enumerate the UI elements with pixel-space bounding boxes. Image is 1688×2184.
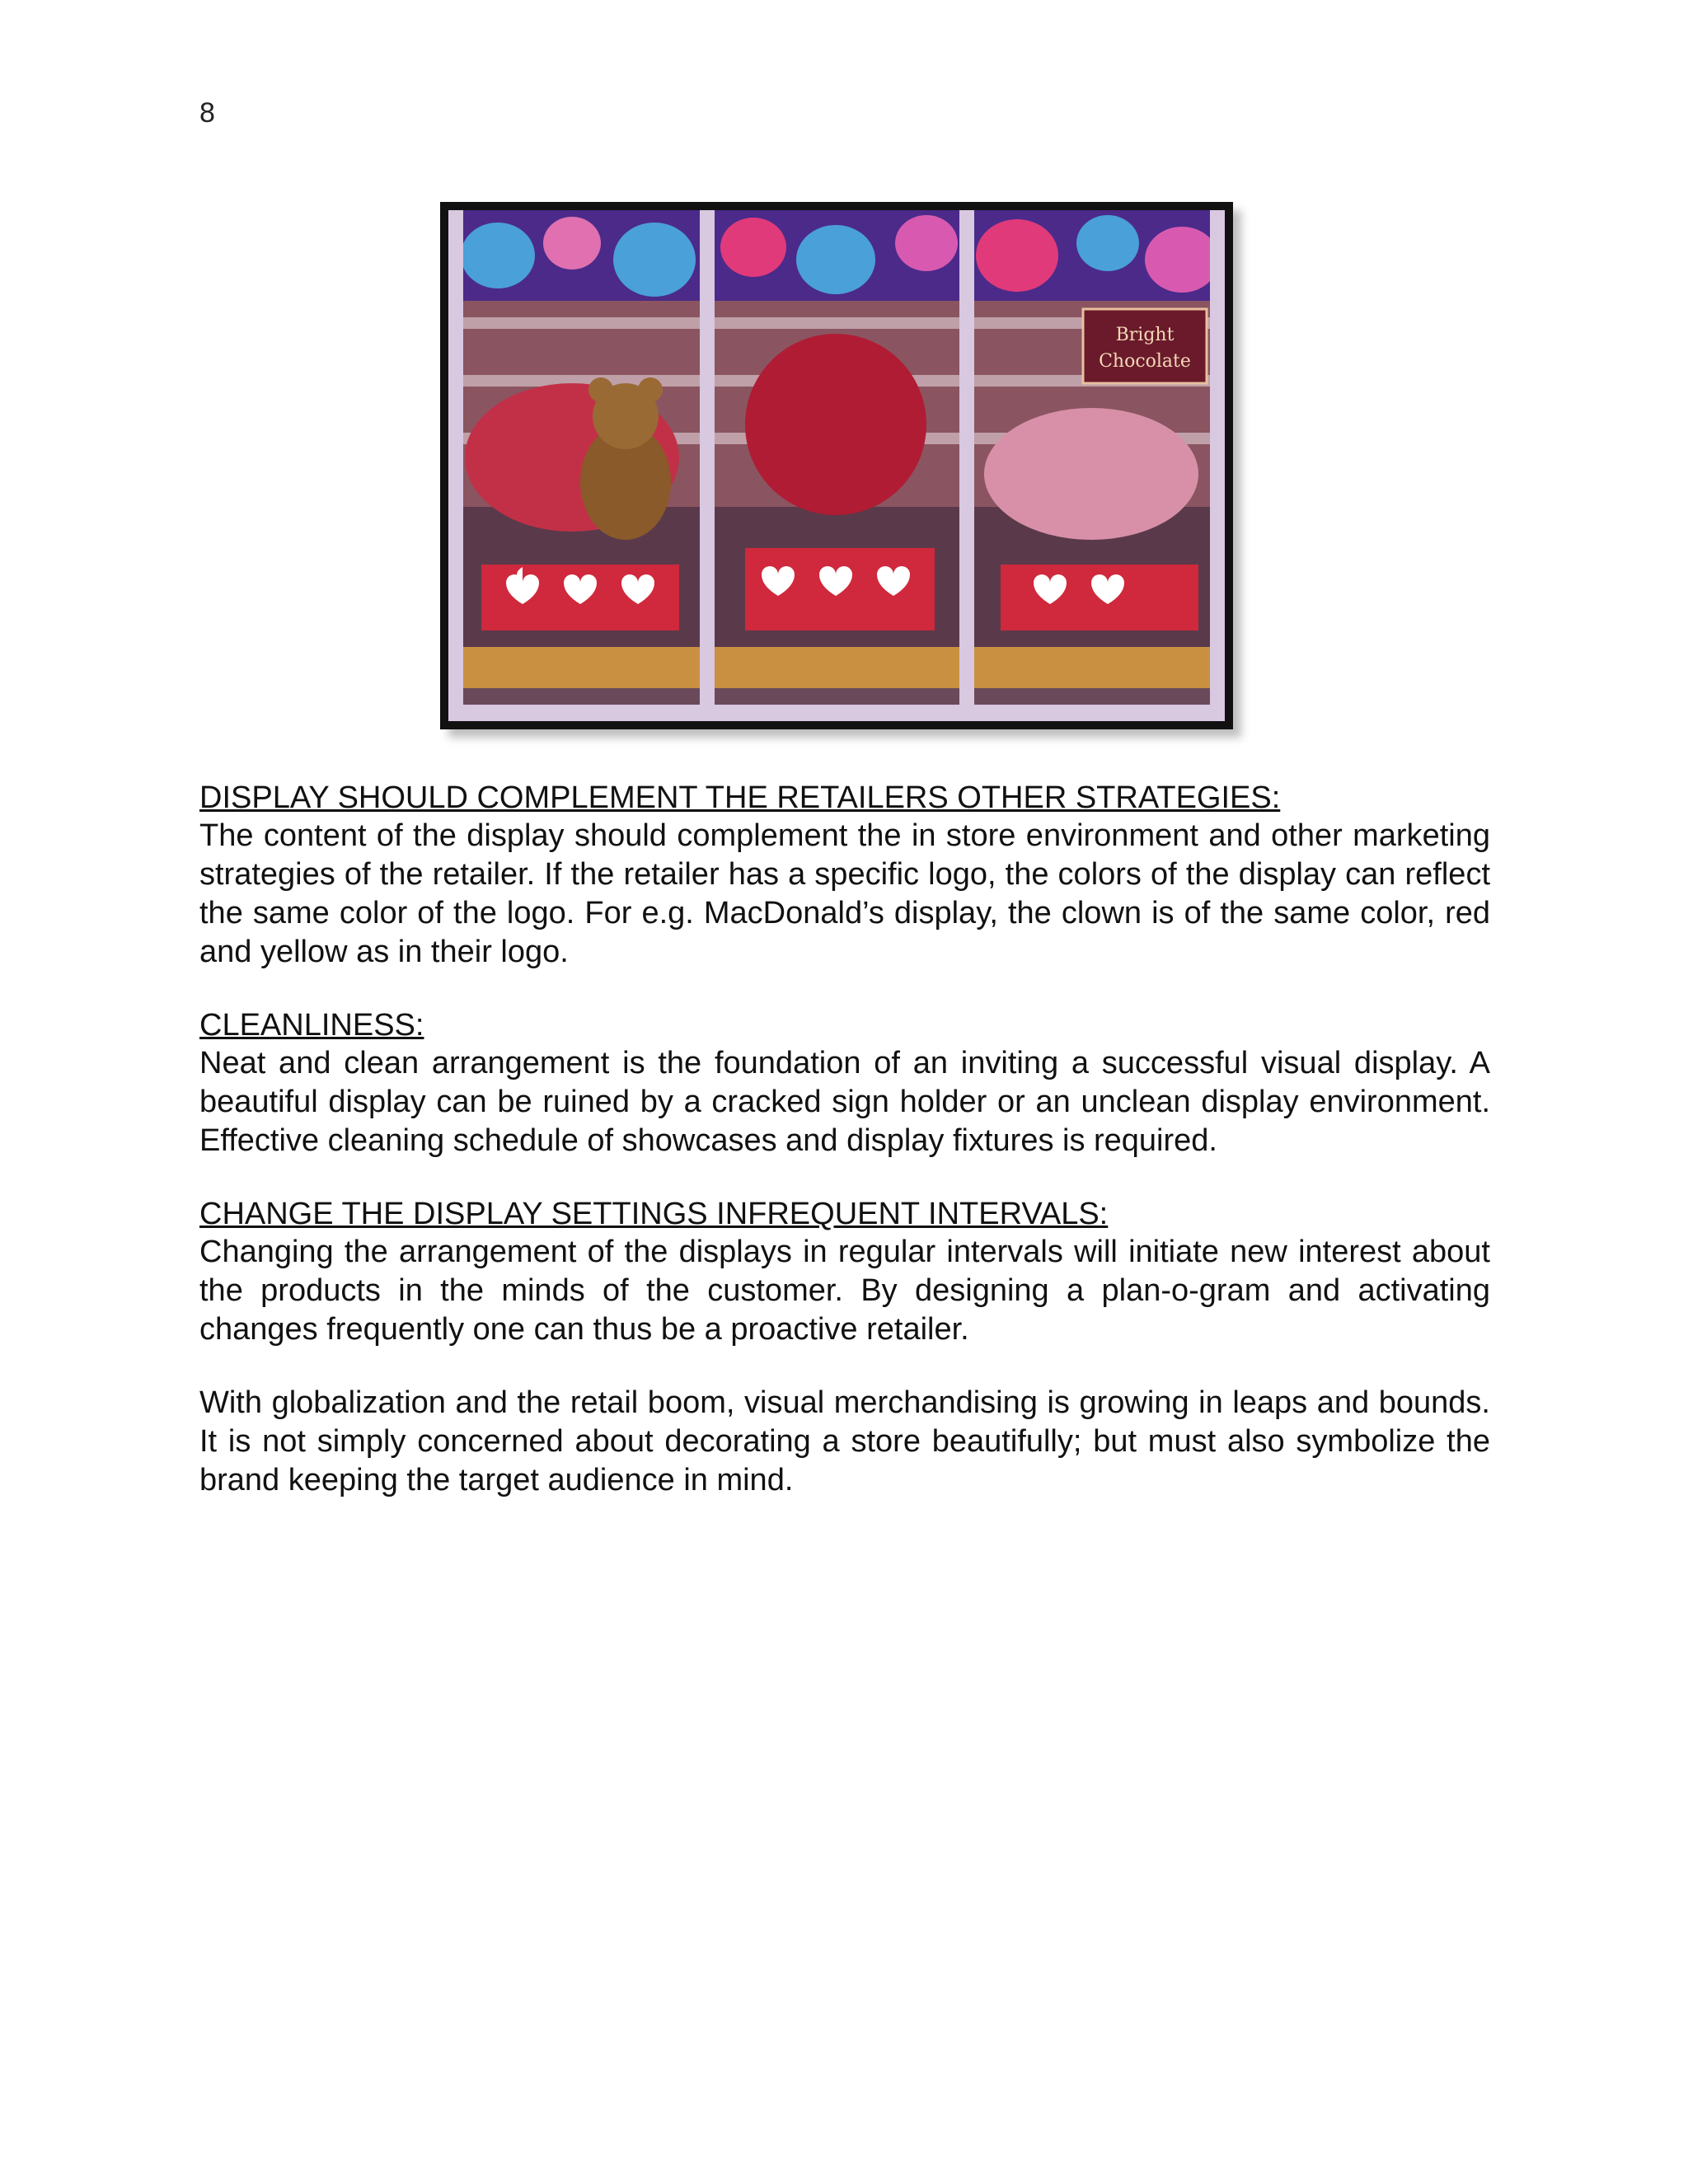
section-body-display-strategies: The content of the display should complement the in store environment and other marketing strategies of the retailer. If the retailer has a specific logo, the colors of the display can reflect the same color of the logo. For e.g. MacDonald’s display, the clown is of the same color, red and yellow as in their logo. [199, 818, 1490, 969]
valentine-window-display-image [448, 210, 1225, 721]
section-heading-change-display: CHANGE THE DISPLAY SETTINGS INFREQUENT INTERVALS: [199, 1197, 1109, 1231]
section-body-change-display: Changing the arrangement of the displays in regular intervals will initiate new interest about the products in the minds of the customer. By designing a plan-o-gram and activating changes frequently one can thus be a proactive retailer. [199, 1235, 1490, 1347]
page-number: 8 [199, 97, 215, 129]
section-body-cleanliness: Neat and clean arrangement is the foundation of an inviting a successful visual display. A beautiful display can be ruined by a cracked sign holder or an unclean display environment. Effective cleaning schedule of showcases and display fixtures is required. [199, 1046, 1490, 1158]
closing-paragraph: With globalization and the retail boom, visual merchandising is growing in leaps and bounds. It is not simply concerned about decorating a store beautifully; but must also symbolize the brand keeping the target audience in mind. [199, 1385, 1490, 1497]
svg-text:Chocolate: Chocolate [1099, 351, 1191, 372]
section-heading-display-strategies: DISPLAY SHOULD COMPLEMENT THE RETAILERS OTHER STRATEGIES: [199, 780, 1281, 815]
storefront-photo [440, 202, 1233, 729]
section-heading-cleanliness: CLEANLINESS: [199, 1008, 424, 1043]
article-body [199, 779, 1490, 1535]
shop-sign-text: Bright [1115, 325, 1175, 345]
